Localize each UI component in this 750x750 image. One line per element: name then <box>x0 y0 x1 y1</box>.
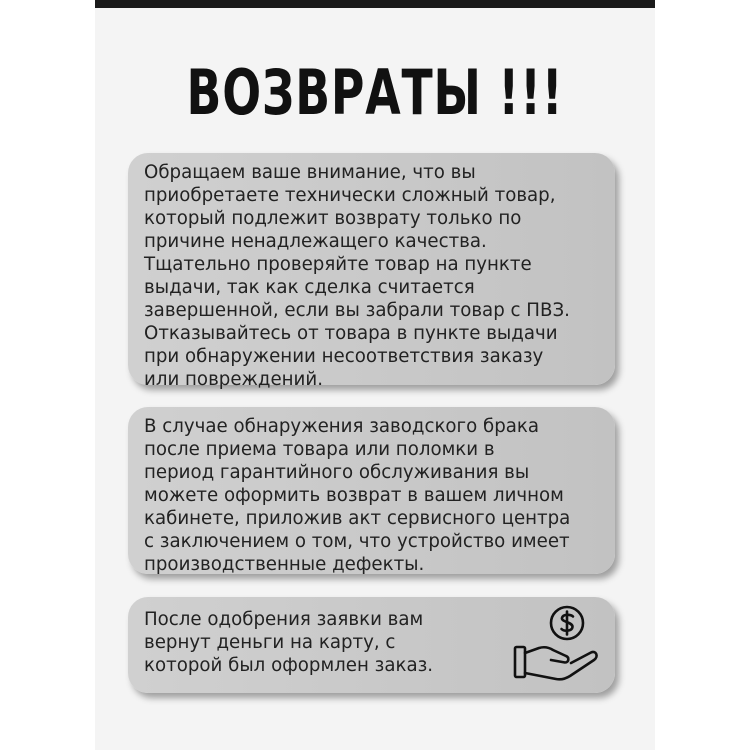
info-card-text: Обращаем ваше внимание, что вы приобретаете технически сложный товар, который подлежит возврату только по причине ненадлежащего качества. Тщательно проверяйте товар на пункте выдачи, так как сделка считается завершенной, если вы забрали товар с ПВЗ. Отказывайтесь от товара в пункте выдачи при обнаружении несоответствия заказу или повреждений. <box>144 162 570 390</box>
info-card-defect <box>128 407 615 574</box>
top-bar <box>95 0 655 8</box>
page-title: ВОЗВРАТЫ !!! <box>186 56 564 129</box>
info-card-text: После одобрения заявки вам вернут деньги на карту, с которой был оформлен заказ. <box>144 609 434 676</box>
info-card-inspection <box>128 153 615 390</box>
money-hand-icon <box>511 601 603 689</box>
info-card-text: В случае обнаружения заводского брака после приема товара или поломки в период гарантийного обслуживания вы можете оформить возврат в вашем личном кабинете, приложив акт сервисного центра с заключением о том, что устройство имеет производственные дефекты. <box>144 416 571 575</box>
info-card-refund <box>128 597 615 693</box>
